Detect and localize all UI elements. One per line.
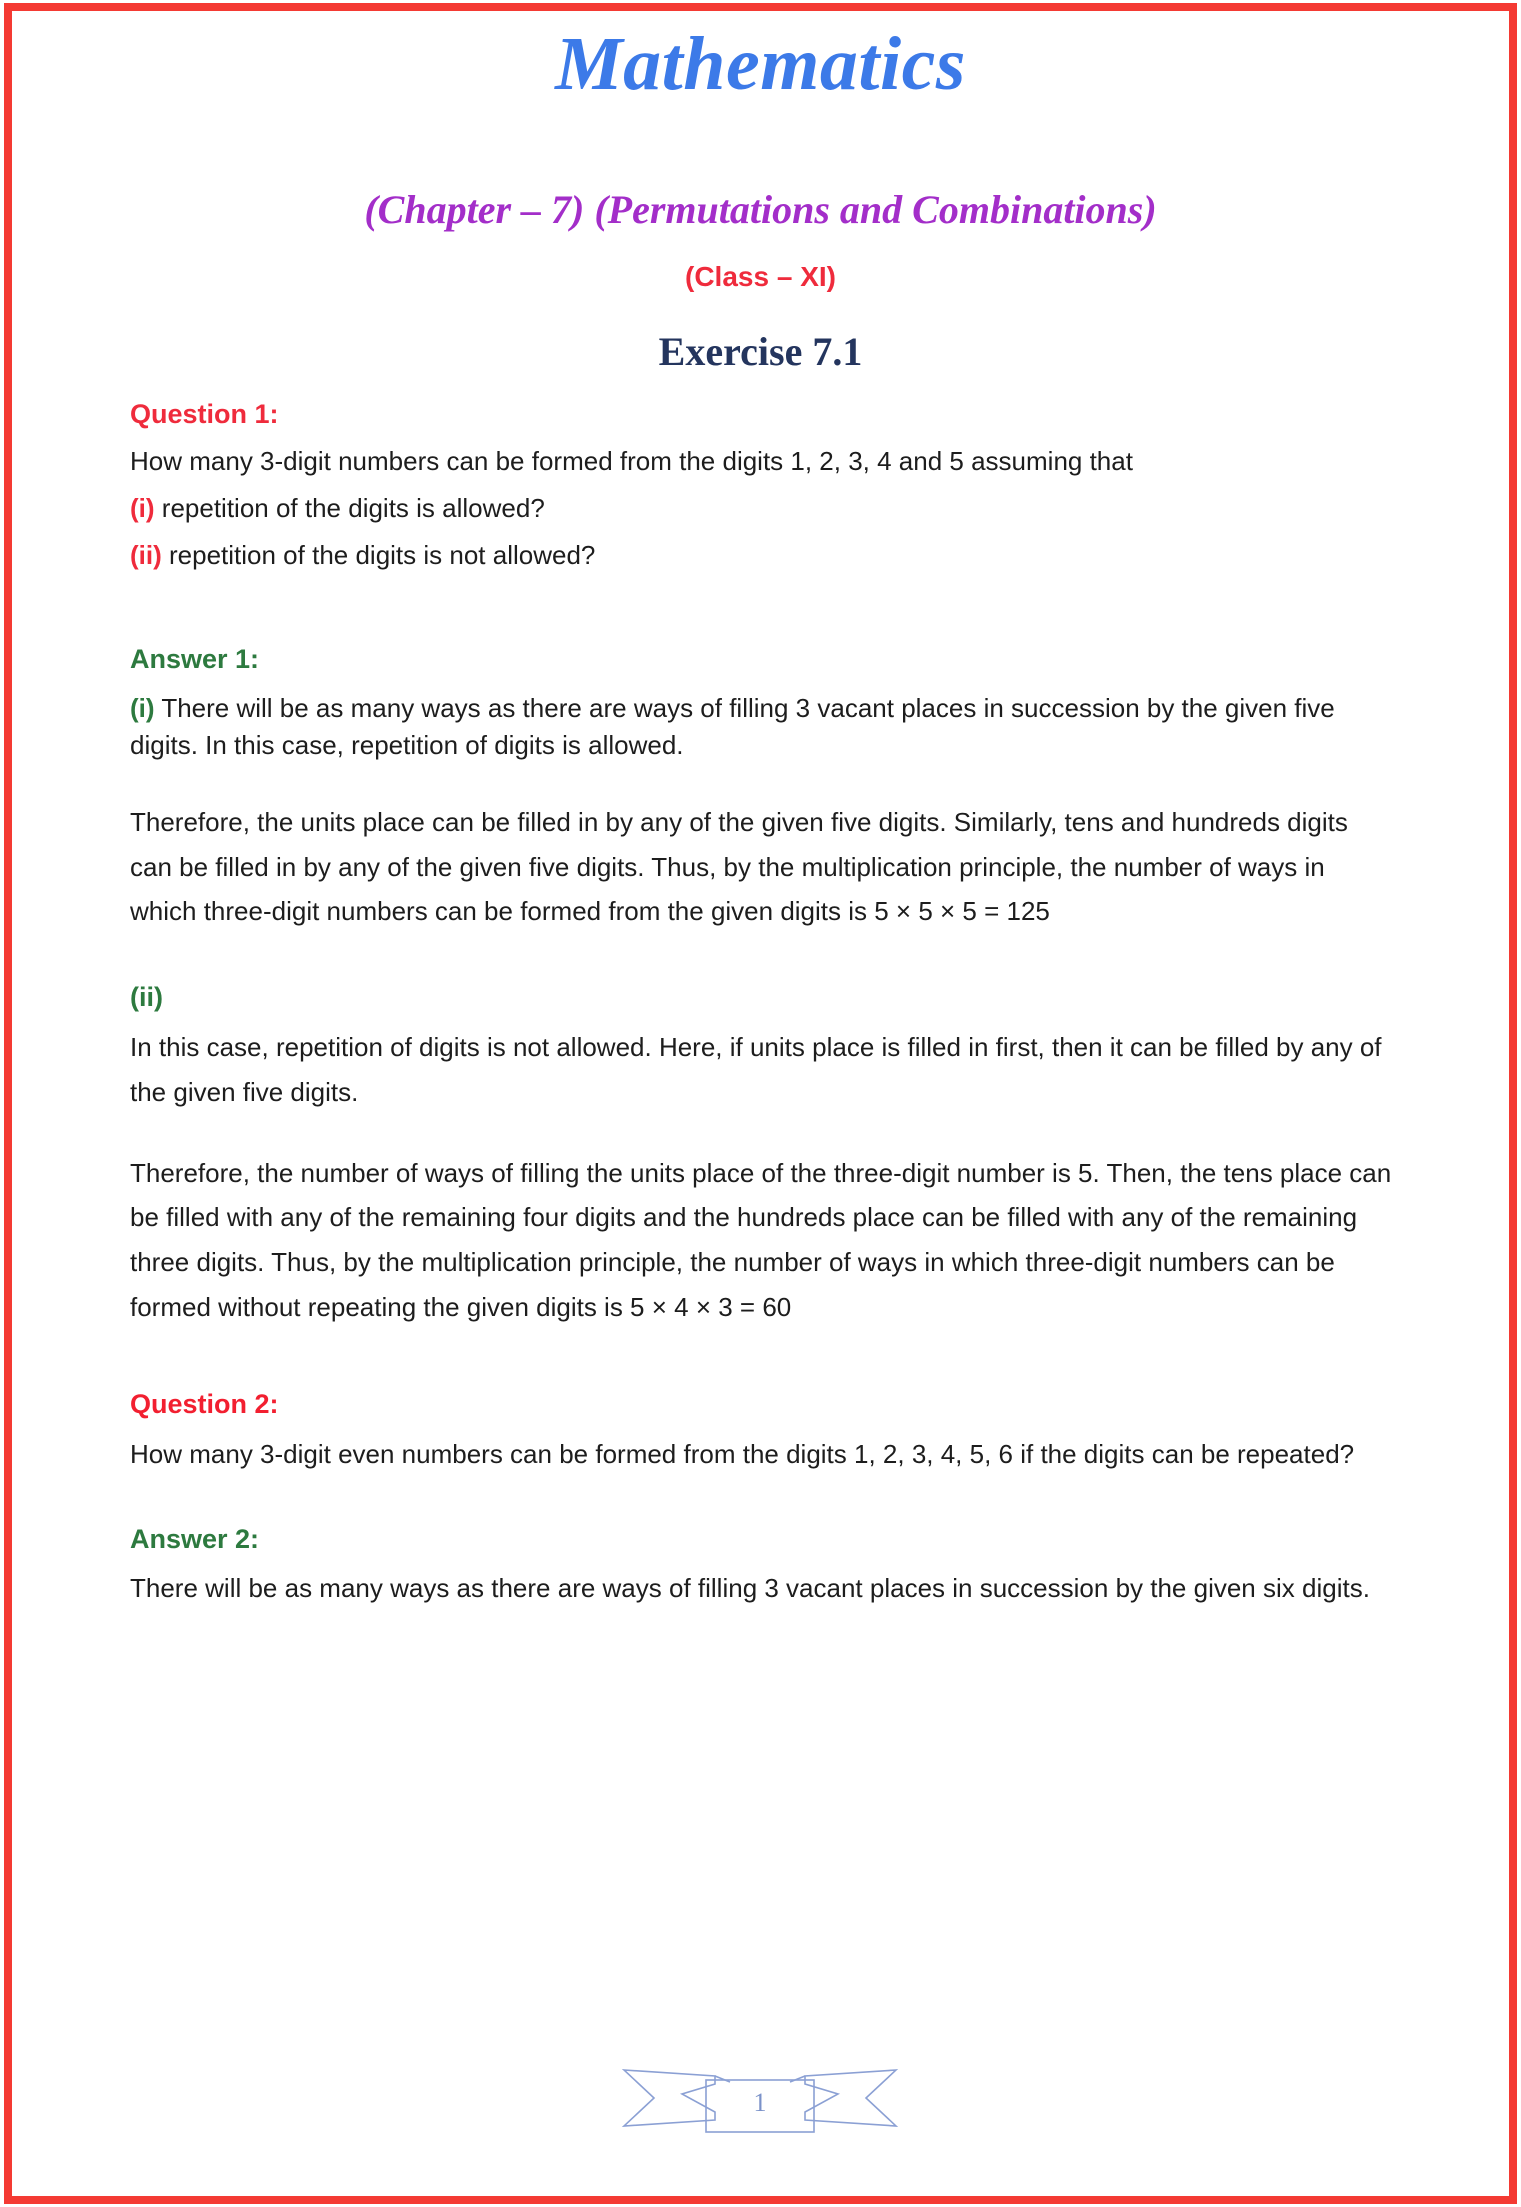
class-label: (Class – XI)	[685, 261, 836, 292]
answer-2-heading: Answer 2:	[130, 1524, 260, 1555]
answer-1-part-ii-intro: In this case, repetition of digits is not allowed. Here, if units place is filled in first, then it can be filled by any of the given five digits.	[130, 1032, 1382, 1107]
spacer	[130, 573, 1392, 621]
question-1-option-i	[130, 490, 1392, 527]
question-2-prompt: How many 3-digit even numbers can be formed from the digits 1, 2, 3, 4, 5, 6 if the digits can be repeated?	[130, 1439, 1355, 1470]
spacer	[130, 934, 1392, 970]
option-marker-i: (i)	[130, 492, 155, 523]
page-number-ribbon	[620, 2050, 900, 2140]
option-text-i: repetition of the digits is allowed?	[161, 492, 545, 523]
question-1-option-ii	[130, 537, 1392, 574]
answer-marker-ii: (ii)	[130, 982, 163, 1013]
answer-1-part-i-intro-text: There will be as many ways as there are ways of filling 3 vacant places in succession by the given five digits. In this case, repetition of digits is allowed.	[130, 693, 1335, 761]
spacer	[130, 1330, 1392, 1366]
answer-2-text: There will be as many ways as there are ways of filling 3 vacant places in succession by the given six digits.	[130, 1572, 1370, 1603]
spacer	[130, 1015, 1392, 1025]
spacer	[130, 480, 1392, 490]
question-2-heading: Question 2:	[130, 1388, 279, 1419]
spacer	[130, 527, 1392, 537]
answer-marker-i: (i)	[130, 693, 155, 724]
content-body	[130, 398, 1392, 1607]
page-title: Mathematics	[555, 22, 966, 106]
option-text-ii: repetition of the digits is not allowed?	[169, 539, 596, 570]
page-number-label: 1	[753, 2088, 767, 2117]
option-marker-ii: (ii)	[130, 539, 162, 570]
answer-1-part-i-body: Therefore, the units place can be filled in by any of the given five digits. Similarly, tens and hundreds digits can be filled in by any of the given five digits. Thus, by the multiplication principle, the number of ways in which three-digit numbers can be formed from the given digits is 5 × 5 × 5 = 125	[130, 807, 1348, 927]
answer-1-part-ii-body: Therefore, the number of ways of filling the units place of the three-digit number is 5. Then, the tens place can be filled with any of the remaining four digits and the hundreds place can be filled with any of the remaining three digits. Thus, by the multiplication principle, the number of ways in which three-digit numbers can be formed without repeating the given digits is 5 × 4 × 3 = 60	[130, 1157, 1392, 1322]
spacer	[130, 1115, 1392, 1151]
answer-1-heading: Answer 1:	[130, 644, 260, 675]
question-1-heading: Question 1:	[130, 399, 279, 429]
exercise-heading: Exercise 7.1	[658, 329, 863, 374]
spacer	[130, 621, 1392, 643]
chapter-subtitle: (Chapter – 7) (Permutations and Combinations)	[364, 187, 1157, 232]
question-1-prompt: How many 3-digit numbers can be formed from the digits 1, 2, 3, 4 and 5 assuming that	[130, 445, 1133, 476]
spacer	[130, 764, 1392, 800]
answer-1-part-i-intro	[130, 690, 1392, 764]
spacer	[130, 1477, 1392, 1513]
spacer	[130, 970, 1392, 980]
spacer	[130, 1513, 1392, 1523]
spacer	[130, 1366, 1392, 1388]
